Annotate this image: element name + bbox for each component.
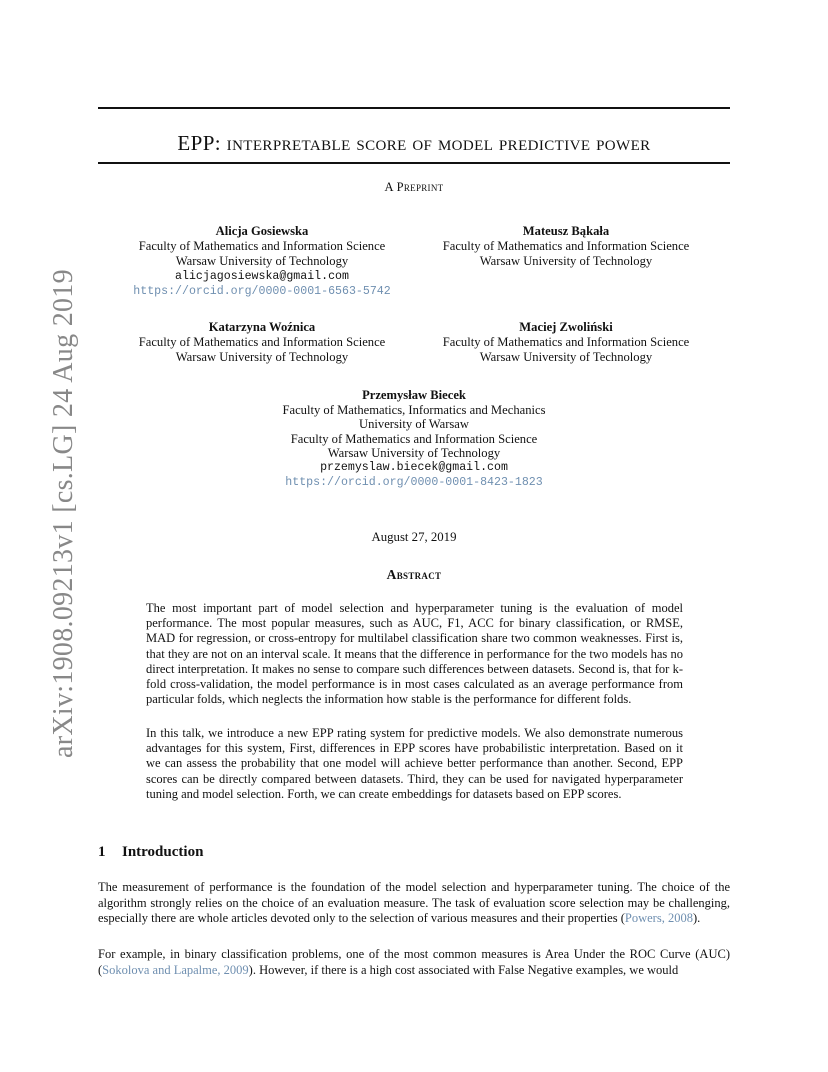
paragraph-text: For example, in binary classification problems, one of the most common measures is Area Under the ROC Curve (AUC) (: [98, 947, 730, 977]
abstract-heading: Abstract: [386, 567, 442, 582]
author-affiliation: Warsaw University of Technology: [175, 350, 349, 364]
author-affiliation: Faculty of Mathematics, Informatics and Mechanics: [282, 402, 546, 417]
paper-title: [98, 131, 730, 156]
arxiv-identifier: arXiv:1908.09213v1 [cs.LG] 24 Aug 2019: [48, 269, 79, 758]
paragraph-text: The measurement of performance is the foundation of the model selection and hyperparameter tuning. The choice of the algorithm strongly relies on the choice of an evaluation measure. The task of evaluation score selection may be challenging, especially there are whole articles devoted only to the selection of various measures and their properties (: [98, 880, 730, 925]
author-block: [112, 320, 412, 365]
author-affiliation: University of Warsaw: [359, 417, 469, 432]
section-heading: [98, 844, 203, 861]
title-bottom-rule: [98, 162, 730, 164]
title-rest: : interpretable score of model predictive power: [214, 131, 651, 155]
paragraph-text: ). However, if there is a high cost associated with False Negative examples, we would: [248, 962, 679, 977]
author-orcid-link[interactable]: https://orcid.org/0000-0001-8423-1823: [285, 475, 543, 489]
citation-link[interactable]: Powers, 2008: [624, 911, 693, 925]
author-affiliation: Faculty of Mathematics and Information Science: [138, 239, 386, 253]
author-email[interactable]: przemyslaw.biecek@gmail.com: [320, 460, 508, 474]
paper-date: August 27, 2019: [371, 530, 457, 544]
author-block: [416, 224, 716, 269]
author-affiliation: Faculty of Mathematics and Information Science: [442, 239, 690, 253]
author-block: [214, 388, 614, 490]
author-name: Alicja Gosiewska: [215, 224, 309, 238]
author-name: Mateusz Bąkała: [522, 224, 610, 238]
author-orcid-link[interactable]: https://orcid.org/0000-0001-6563-5742: [133, 285, 391, 298]
author-affiliation: Warsaw University of Technology: [479, 350, 653, 364]
abstract-paragraph: The most important part of model selection and hyperparameter tuning is the evaluation of model performance. The most popular measures, such as AUC, F1, ACC for binary classification, or RMSE, MAD for regression, or cross-entropy for multilabel classification share two common weaknesses. First is, that they are not on an interval scale. It means that the difference in performance for the two models has no direct interpretation. It makes no sense to compare such differences between datasets. Second is, that for k-fold cross-validation, the model performance is in most cases calculated as an average performance from particular folds, which neglects the information how stable is the performance for different folds.: [146, 601, 683, 707]
preprint-label: A Preprint: [384, 180, 444, 194]
author-affiliation: Faculty of Mathematics and Information Science: [138, 335, 386, 349]
body-paragraph: [98, 947, 730, 978]
abstract-paragraph: In this talk, we introduce a new EPP rating system for predictive models. We also demonstrate numerous advantages for this system, First, differences in EPP scores have probabilistic interpretation. Based on it we can assess the probability that one model will achieve better performance than another. Second, EPP scores can be directly compared between datasets. Third, they can be used for navigated hyperparameter tuning and model selection. Forth, we can create embeddings for datasets based on EPP scores.: [146, 726, 683, 801]
author-affiliation: Warsaw University of Technology: [327, 446, 501, 461]
author-affiliation: Warsaw University of Technology: [175, 254, 349, 268]
section-title: Introduction: [122, 844, 204, 860]
author-block: [416, 320, 716, 365]
citation-link[interactable]: Sokolova and Lapalme, 2009: [102, 962, 249, 977]
author-affiliation: Warsaw University of Technology: [479, 254, 653, 268]
author-block: [112, 224, 412, 299]
body-paragraph: [98, 880, 730, 927]
top-rule: [98, 107, 730, 109]
author-email[interactable]: alicjagosiewska@gmail.com: [175, 270, 349, 283]
author-affiliation: Faculty of Mathematics and Information Science: [290, 431, 538, 446]
author-name: Katarzyna Woźnica: [208, 320, 316, 334]
section-number: 1: [98, 844, 106, 860]
author-name: Maciej Zwoliński: [519, 320, 613, 334]
author-name: Przemysław Biecek: [362, 388, 466, 402]
author-affiliation: Faculty of Mathematics and Information Science: [442, 335, 690, 349]
title-prefix: EPP: [177, 131, 215, 155]
paragraph-text: ).: [692, 911, 701, 925]
